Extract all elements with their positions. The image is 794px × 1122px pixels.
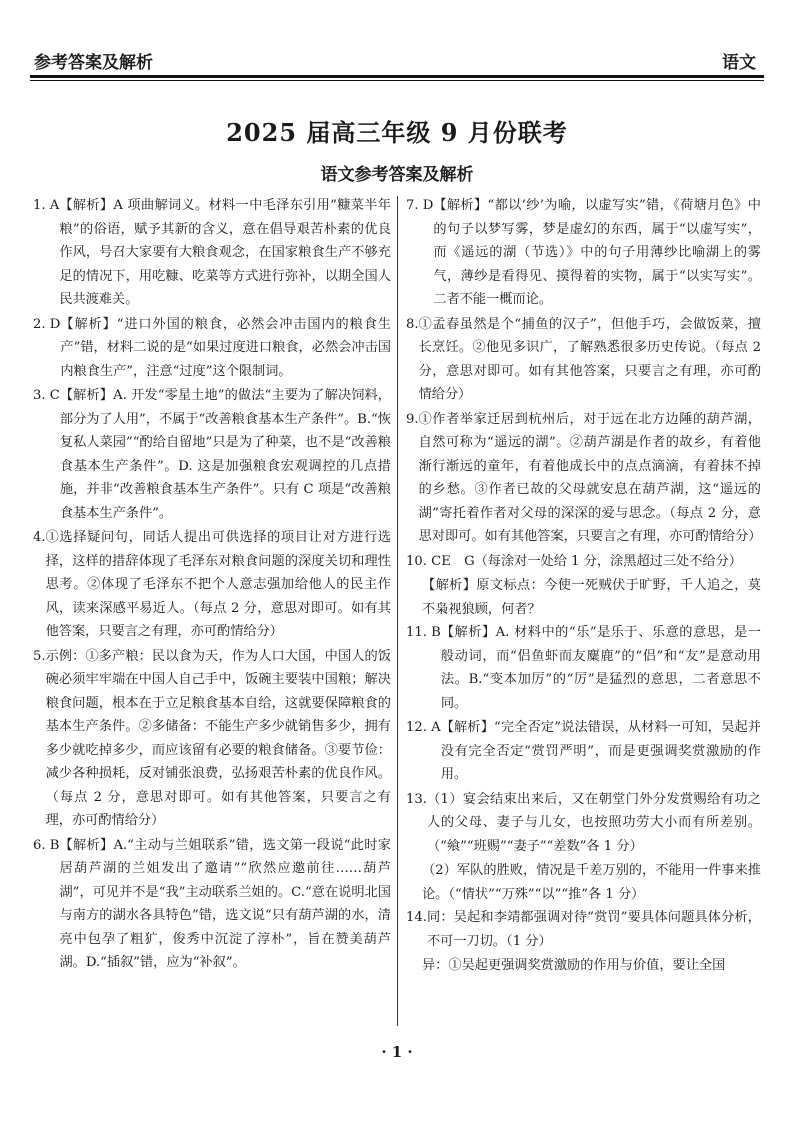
item-text: 【解析】“都以‘纱’为喻，以虚写实”错，《荷塘月色》中的句子以梦写雾，梦是虚幻的东西，属于“以虚写实”，而《遥远的湖（节选）》中的句子用薄纱比喻湖上的雾气，薄纱是看得见、摸得着的实物，属于“以实写实”。二者不能一概而论。 (433, 198, 761, 307)
item-text: ①选择疑问句，同话人提出可供选择的项目让对方进行选择，这样的措辞体现了毛泽东对粮食问题的深度关切和理性思考。②体现了毛泽东不把个人意志强加给他人的民主作风，读来深感平易近人。（每点 2 分，意思对即可。如有其他答案，只要言之有理，亦可酌情给分） (45, 530, 391, 639)
page-number: · 1 · (381, 1043, 413, 1061)
item-number: 3. C (33, 388, 60, 403)
answer-analysis: 【解析】原文标点：今使一死贼伏于旷野，千人追之，莫不枭视狼顾，何者？ (422, 578, 761, 617)
item-number: 9. (406, 411, 419, 427)
answer-item (33, 384, 391, 525)
item-text: 【解析】A.“主动与兰姐联系”错，选文第一段说“此时家居葫芦湖的兰姐发出了邀请”“欣然应邀前往……葫芦湖”，可见并不是“我”主动联系兰姐的。C.“意在说明北国与南方的湖水各具特色”错，选文说“只有葫芦湖的水，清亮中包孕了粗犷，俊秀中沉淀了淳朴”，旨在赞美葫芦湖。D.“插叙”错，应为“补叙”。 (59, 837, 391, 970)
item-number: 11. B (406, 625, 441, 640)
right-column (406, 194, 761, 978)
page-subtitle: 语文参考答案及解析 (320, 165, 474, 185)
header-thin-rule (30, 80, 764, 81)
item-number: 12. A (406, 720, 441, 735)
item-text: 同：吴起和李靖都强调对待“赏罚”要具体问题具体分析，不可一刀切。（1 分） (426, 910, 761, 949)
item-text: 【解析】A. 材料中的“乐”是乐于、乐意的意思，是一般动词，而“侣鱼虾而友麋鹿”的“侣”和“友”是意动用法。B.“变本加厉”的“厉”是猛烈的意思，二者意思不同。 (440, 625, 761, 711)
answer-item (406, 621, 761, 715)
answer-item (33, 313, 391, 384)
item-number: 8. (406, 316, 419, 332)
item-text: （1）宴会结束出来后，又在朝堂门外分发赏赐给有功之人的父母、妻子与儿女，也按照功劳大小而有所差别。（“飨”“班赐”“妻子”“差数”各 1 分） (426, 791, 761, 854)
item-text: 【解析】“完全否定”说法错误，从材料一可知，吴起并没有完全否定“赏罚严明”，而是更强调奖赏激励的作用。 (440, 720, 761, 782)
item-text: ①孟春虽然是个“捕鱼的汉子”，但他手巧，会做饭菜，擅长烹饪。②他见多识广，了解熟悉很多历史传说。（每点 2 分，意思对即可。如有其他答案，只要言之有理，亦可酌情给分） (418, 316, 761, 402)
header-thick-rule (30, 75, 764, 78)
answer-item (33, 526, 391, 644)
answer-item (406, 550, 761, 574)
column-divider (397, 196, 398, 1026)
answer-item (33, 834, 391, 975)
item-number: 7. D (406, 198, 434, 213)
item-number: 4. (33, 530, 46, 545)
answer-subpart: 异：①吴起更强调奖赏激励的作用与价值，要让全国 (422, 958, 726, 973)
item-number: 13. (406, 791, 427, 807)
answer-item (406, 716, 761, 787)
item-number: 10. C (406, 553, 442, 569)
answer-item (406, 194, 761, 312)
answer-item (406, 906, 761, 953)
item-text: 【解析】A. 开发“零星土地”的做法“主要为了解决饲料，部分为了人用”，不属于“改善粮食基本生产条件”。B.“恢复私人菜园”“酌给自留地”只是为了种菜，也不是“改善粮食基本生产条件”。D. 这是加强粮食宏观调控的几点措施，并非“改善粮食基本生产条件”。只有 C 项是“改善粮食基本生产条件”。 (59, 388, 391, 521)
item-number: 1. A (33, 198, 60, 213)
answer-item (33, 194, 391, 312)
answer-item (406, 788, 761, 859)
item-number: 6. B (33, 837, 60, 853)
answer-item (33, 645, 391, 833)
answer-subpart: （2）军队的胜败，情况是千差万别的，不能用一件事来推论。（“情状”“万殊”“以”“推”各 1 分） (422, 863, 761, 902)
item-text: 示例：①多产粮：民以食为天，作为人口大国，中国人的饭碗必须牢牢端在中国人自己手中，饭碗主要装中国粮；解决粮食问题，根本在于立足粮食基本自给，这就要保障粮食的基本生产条件。②多储备：不能生产多少就销售多少，拥有多少就吃掉多少，而应该留有必要的粮食储备。③要节俭：减少各种损耗，反对铺张浪费，弘扬艰苦朴素的优良作风。（每点 2 分，意思对即可。如有其他答案，只要言之有理，亦可酌情给分） (45, 648, 391, 828)
item-text: ①作者举家迁居到杭州后，对于远在北方边陲的葫芦湖，自然可称为“遥远的湖”。②葫芦湖是作者的故乡，有着他渐行渐远的童年，有着他成长中的点点滴滴，有着抹不掉的乡愁。③作者已故的父母就安息在葫芦湖，这“遥远的湖”寄托着作者对父母的深深的爱与思念。（每点 2 分，意思对即可。如有其他答案，只要言之有理，亦可酌情给分） (418, 411, 762, 544)
answer-item (406, 313, 761, 407)
header-subject-label: 语文 (722, 53, 756, 73)
header-left-label: 参考答案及解析 (34, 53, 153, 73)
page-title: 2025 届高三年级 9 月份联考 (226, 118, 568, 147)
answer-item (406, 408, 761, 549)
item-text: 【解析】A 项曲解词义。材料一中毛泽东引用“糠菜半年粮”的俗语，赋予其新的含义，意在倡导艰苦朴素的优良作风，号召大家要有大粮食观念，在国家粮食生产不够充足的情况下，用吃糠、吃菜等方式进行弥补，以期全国人民共渡难关。 (59, 198, 391, 307)
item-text: E G（每涂对一处给 1 分，涂黑超过三处不给分） (441, 553, 742, 569)
item-number: 14. (406, 910, 427, 925)
item-number: 2. D (33, 316, 61, 332)
page-header (30, 44, 764, 74)
item-text: 【解析】“进口外国的粮食，必然会冲击国内的粮食生产”错，材料二说的是“如果过度进口粮食，必然会冲击国内粮食生产”，注意“过度”这个限制词。 (60, 316, 391, 379)
left-column (33, 194, 391, 976)
item-number: 5. (33, 648, 46, 664)
